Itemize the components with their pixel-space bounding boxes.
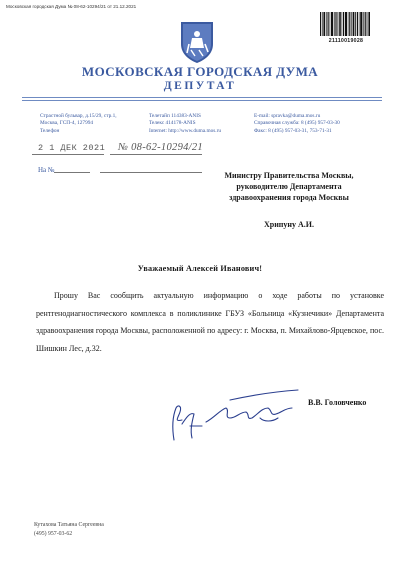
body-paragraph: Прошу Вас сообщить актуальную информацию о ходе работы по установке рентгенодиагностического комплекса в поликлинике ГБУЗ «Больница «Кузнечики» Департамента здравоохранения города Москвы, расположенной по адресу: г. Москва, п. Михайлово-Ярцевское, пос. Шишкин Лес, д.32. [36,291,384,353]
reference-label: На № [38,166,55,174]
contact-line: Факс: 8 (495) 957-03-31, 753-71-31 [254,127,332,134]
contact-address [40,113,117,135]
contact-line: Телетайп 114383-ANIS [149,113,201,119]
executor-info [34,521,104,539]
number-underline [110,154,202,155]
addressee-line: руководителю Департамента [236,182,342,191]
addressee-line: здравоохранения города Москвы [229,193,349,202]
contact-line: Телекс 414178-ANIS [149,120,196,127]
executor-name: Кутахова Татьяна Сергеевна [34,522,104,528]
contact-line: Страстной бульвар, д.15/29, стр.1, [40,113,117,119]
contact-line: Телефон [40,127,60,134]
executor-phone: (495) 957-03-62 [34,531,73,537]
barcode [320,12,370,36]
letter-body [36,287,384,357]
contact-line: Справочная служба: 8 (495) 957-03-30 [254,120,340,127]
registration-number-stamp: № 08-62-10294/21 [118,142,203,153]
contact-line: Москва, ГСП-4, 127994 [40,120,94,127]
organization-title: МОСКОВСКАЯ ГОРОДСКАЯ ДУМА [81,64,319,79]
date-underline [32,154,104,155]
addressee-name: Хрипуну А.И. [263,220,315,229]
divider-bottom [22,100,382,101]
contact-telecom [149,113,221,135]
signatory-name: В.В. Головченко [308,398,367,407]
organization-subtitle: ДЕПУТАТ [163,80,237,92]
reference-underline [100,172,202,173]
contact-line: E-mail: spravka@duma.mos.ru [254,113,321,119]
contact-line: Internet: http://www.duma.mos.ru [149,127,222,134]
barcode-number: 21110019028 [328,38,364,44]
addressee-line: Министру Правительства Москвы, [224,171,354,180]
moscow-coat-of-arms-icon [178,20,216,64]
handwritten-signature [160,378,314,444]
addressee-block [196,170,382,203]
registration-date-stamp: 2 1 ДЕК 2021 [38,143,106,153]
greeting: Уважаемый Алексей Иванович! [137,264,263,273]
contact-email-phone [254,113,340,135]
reference-underline [54,172,90,173]
divider-top [22,97,382,98]
document-header-line: Московская городская Дума № 08-62-10294/21 от 21.12.2021 [6,4,137,9]
